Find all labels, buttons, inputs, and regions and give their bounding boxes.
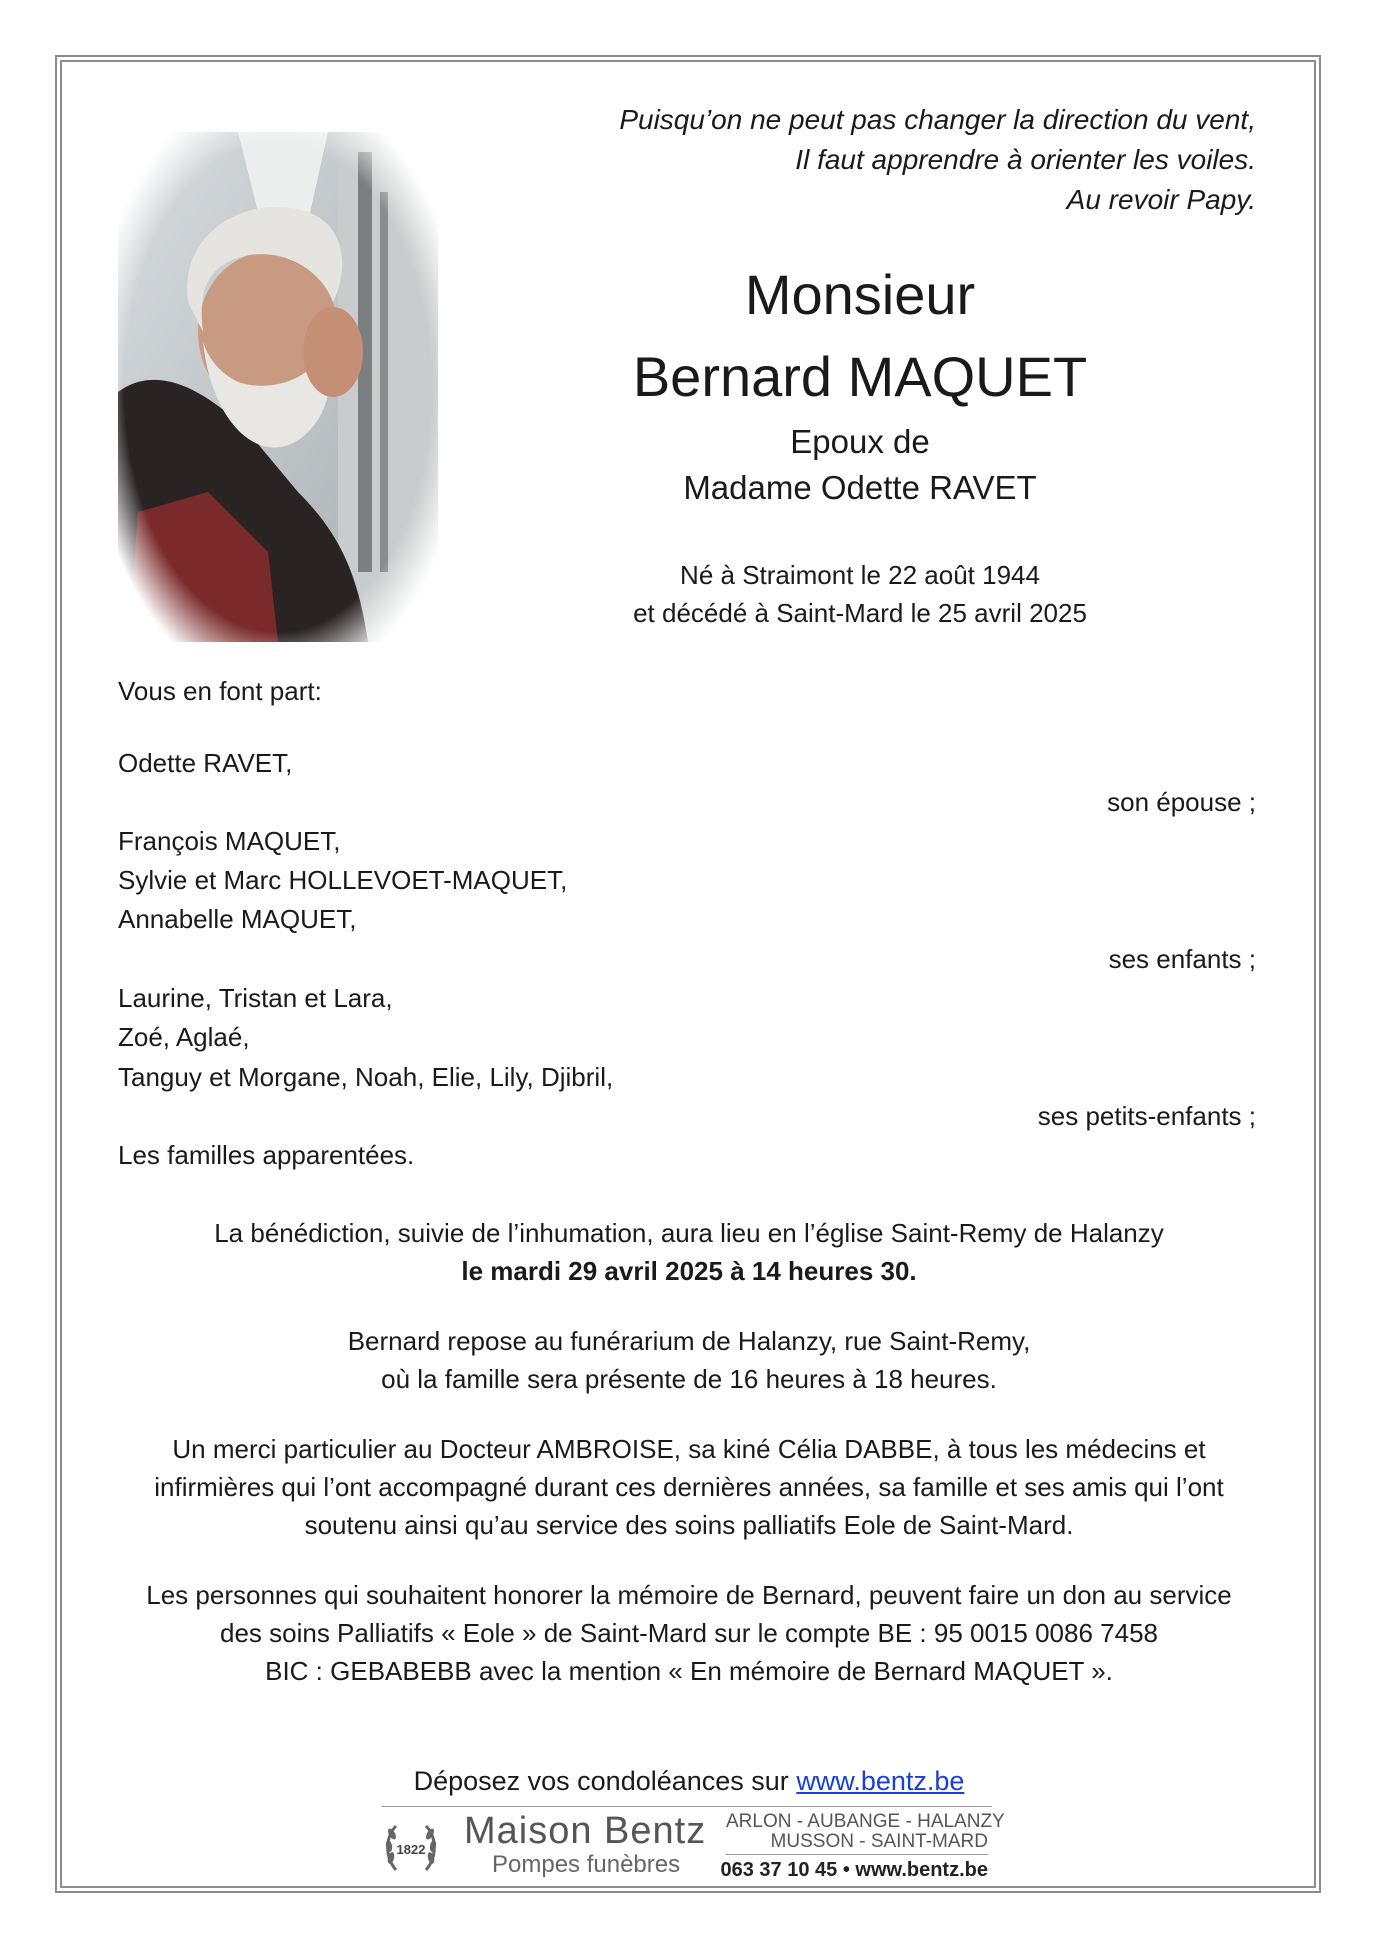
spouse-name: Madame Odette RAVET (683, 469, 1037, 506)
brand-name: Maison Bentz (464, 1810, 707, 1852)
family-name: Zoé, Aglaé, (118, 1022, 250, 1052)
portrait-photo (118, 132, 438, 642)
donation-line-1: Les personnes qui souhaitent honorer la mémoire de Bernard, peuvent faire un don au service (146, 1580, 1232, 1610)
quote-line-2: Il faut apprendre à orienter les voiles. (795, 144, 1256, 175)
quote-line-1: Puisqu’on ne peut pas changer la direction du vent, (619, 104, 1256, 135)
family-name: Laurine, Tristan et Lara, (118, 983, 393, 1013)
family-name: François MAQUET, (118, 826, 341, 856)
families-related: Les familles apparentées. (118, 1140, 415, 1170)
thanks-paragraph (100, 1430, 1278, 1544)
funeral-home-logo (382, 1806, 1005, 1884)
deceased-title: Monsieur (744, 263, 976, 326)
ceremony-datetime: le mardi 29 avril 2025 à 14 heures 30. (461, 1256, 917, 1286)
donation-paragraph (100, 1576, 1278, 1690)
condolences-text: Déposez vos condoléances sur (413, 1766, 797, 1796)
ceremony-line-1: La bénédiction, suivie de l’inhumation, aura lieu en l’église Saint-Remy de Halanzy (214, 1218, 1164, 1248)
birth-line: Né à Straimont le 22 août 1944 (680, 560, 1040, 590)
condolences-link[interactable]: www.bentz.be (796, 1766, 965, 1796)
condolences-line (100, 1762, 1278, 1800)
visitation-line-1: Bernard repose au funérarium de Halanzy, rue Saint-Remy, (347, 1326, 1031, 1356)
family-name: Tanguy et Morgane, Noah, Elie, Lily, Djibril, (118, 1062, 614, 1092)
logo-phone: 063 37 10 45 • www.bentz.be (720, 1859, 988, 1881)
logo-year: 1822 (396, 1842, 426, 1857)
birth-death-dates (560, 556, 1160, 632)
family-name: Sylvie et Marc HOLLEVOET-MAQUET, (118, 865, 568, 895)
family-name: Annabelle MAQUET, (118, 904, 357, 934)
thanks-line-3: soutenu ainsi qu’au service des soins palliatifs Eole de Saint-Mard. (304, 1510, 1074, 1540)
announcement-intro: Vous en font part: (118, 676, 322, 706)
deceased-name: Bernard MAQUET (632, 345, 1088, 408)
donation-line-3: BIC : GEBABEBB avec la mention « En mémoire de Bernard MAQUET ». (265, 1656, 1113, 1686)
logo-top-rule (382, 1806, 992, 1807)
towns-line-1: ARLON - AUBANGE - HALANZY (726, 1811, 1005, 1832)
ceremony-info (100, 1214, 1278, 1290)
family-name: Odette RAVET, (118, 748, 293, 778)
logo-towns (726, 1811, 1005, 1852)
family-relation: son épouse ; (1107, 787, 1256, 817)
epigraph-quote (536, 100, 1256, 220)
visitation-line-2: où la famille sera présente de 16 heures à 18 heures. (381, 1364, 997, 1394)
brand-subtitle: Pompes funèbres (492, 1851, 681, 1878)
family-relation: ses enfants ; (1108, 944, 1256, 974)
death-line: et décédé à Saint-Mard le 25 avril 2025 (633, 598, 1087, 628)
thanks-line-2: infirmières qui l’ont accompagné durant ces dernières années, sa famille et ses amis qui l’ont (154, 1472, 1224, 1502)
laurel-wreath-icon (382, 1814, 440, 1880)
towns-line-2: MUSSON - SAINT-MARD (770, 1831, 988, 1852)
quote-line-3: Au revoir Papy. (1066, 184, 1256, 215)
thanks-line-1: Un merci particulier au Docteur AMBROISE, sa kiné Célia DABBE, à tous les médecins et (172, 1434, 1206, 1464)
visitation-info (100, 1322, 1278, 1398)
family-relation: ses petits-enfants ; (1037, 1101, 1256, 1131)
towns-rule (726, 1854, 988, 1855)
spouse-label: Epoux de (790, 423, 930, 460)
donation-line-2: des soins Palliatifs « Eole » de Saint-Mard sur le compte BE : 95 0015 0086 7458 (219, 1618, 1158, 1648)
